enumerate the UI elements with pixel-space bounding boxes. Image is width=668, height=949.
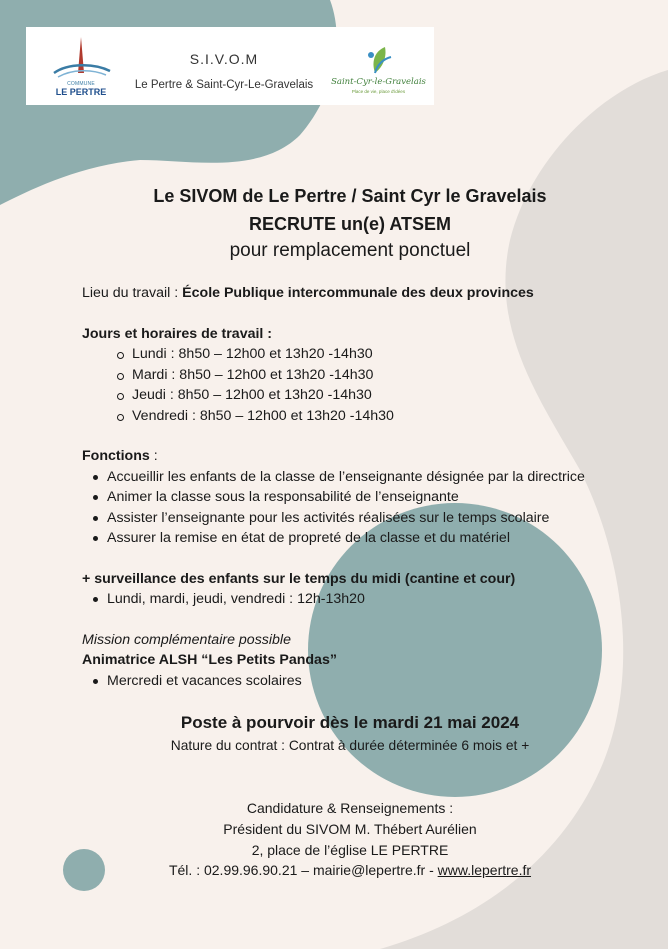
mission-heading: Animatrice ALSH “Les Petits Pandas” [82, 652, 337, 668]
surveillance-heading: + surveillance des enfants sur le temps du midi (cantine et cour) [82, 571, 516, 587]
header-logos [26, 27, 434, 105]
contact-line-1: Candidature & Renseignements : [246, 800, 454, 816]
contact-phone-email: Tél. : 02.99.96.90.21 – mairie@lepertre.fr - [168, 862, 438, 878]
fonction-item: Assister l’enseignante pour les activités réalisées sur le temps scolaire [107, 510, 550, 526]
church-spire-icon [46, 33, 116, 81]
saint-cyr-logo [331, 45, 426, 101]
fonction-item: Accueillir les enfants de la classe de l’enseignante désignée par la directrice [107, 469, 585, 485]
surveillance-item: Lundi, mardi, jeudi, vendredi : 12h-13h20 [107, 591, 365, 607]
leaf-icon [331, 45, 426, 77]
mission-item: Mercredi et vacances scolaires [107, 673, 302, 689]
logo-caption: COMMUNE [67, 81, 95, 87]
contact-line-2: Président du SIVOM M. Thébert Aurélien [223, 821, 477, 837]
fonction-item: Animer la classe sous la responsabilité de l’enseignante [107, 489, 459, 505]
horaire-item: Mardi : 8h50 – 12h00 et 13h20 -14h30 [132, 367, 374, 383]
poste-headline: Poste à pourvoir dès le mardi 21 mai 2024 [180, 713, 520, 732]
website-link[interactable]: www.lepertre.fr [437, 862, 532, 878]
contact-line-4 [0, 862, 668, 878]
logo-name: LE PERTRE [55, 87, 107, 97]
sivom-subtitle: Le Pertre & Saint-Cyr-Le-Gravelais [134, 79, 314, 91]
title-line-1: Le SIVOM de Le Pertre / Saint Cyr le Gravelais [153, 186, 547, 206]
title-line-2: RECRUTE un(e) ATSEM [249, 214, 451, 234]
logo-right-name: Saint-Cyr-le-Gravelais [331, 77, 426, 87]
horaire-item: Vendredi : 8h50 – 12h00 et 13h20 -14h30 [132, 408, 394, 424]
le-pertre-logo [46, 33, 116, 99]
fonctions-heading-line [82, 448, 158, 464]
contract-nature: Nature du contrat : Contrat à durée déterminée 6 mois et + [170, 738, 530, 753]
lieu-value: École Publique intercommunale des deux provinces [182, 285, 534, 301]
horaire-item: Jeudi : 8h50 – 12h00 et 13h20 -14h30 [132, 387, 372, 403]
horaires-heading: Jours et horaires de travail : [82, 326, 273, 342]
logo-right-tagline: Place de vie, place d'idées [351, 89, 406, 94]
contact-line-3: 2, place de l’église LE PERTRE [251, 842, 449, 858]
lieu-label: Lieu du travail : [82, 285, 183, 301]
horaire-item: Lundi : 8h50 – 12h00 et 13h20 -14h30 [132, 346, 373, 362]
fonction-item: Assurer la remise en état de propreté de la classe et du matériel [107, 530, 510, 546]
fonctions-heading-suffix: : [149, 448, 158, 464]
title-line-3: pour remplacement ponctuel [229, 240, 471, 261]
lieu-line [82, 285, 534, 301]
mission-intro: Mission complémentaire possible [82, 632, 291, 648]
sivom-title: S.I.V.O.M [189, 51, 259, 67]
fonctions-heading: Fonctions [82, 448, 150, 464]
